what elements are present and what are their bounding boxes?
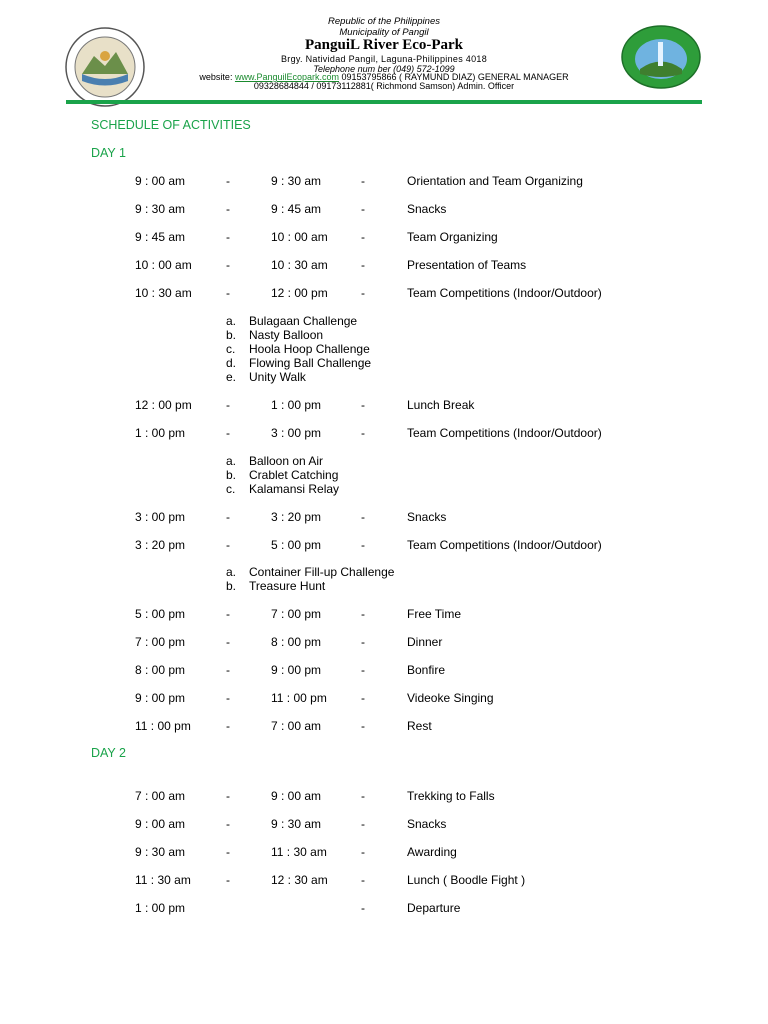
day1-label: DAY 1 [91, 146, 126, 160]
header-divider [66, 100, 702, 104]
start-time: 5 : 00 pm [135, 607, 186, 621]
start-time: 3 : 00 pm [135, 510, 186, 524]
separator: - [226, 635, 230, 649]
activity: Departure [407, 901, 461, 915]
separator: - [361, 426, 365, 440]
game-letter: a. [226, 314, 237, 328]
separator: - [361, 873, 365, 887]
separator: - [361, 538, 365, 552]
game-letter: a. [226, 454, 237, 468]
game-item [0, 579, 768, 593]
day2-label: DAY 2 [91, 746, 126, 760]
separator: - [226, 817, 230, 831]
header-republic: Republic of the Philippines [328, 16, 440, 27]
end-time: 9 : 45 am [271, 202, 322, 216]
end-time: 8 : 00 pm [271, 635, 322, 649]
activity: Bonfire [407, 663, 446, 677]
activity: Dinner [407, 635, 443, 649]
schedule-row [0, 719, 768, 735]
game-letter: c. [226, 342, 236, 356]
separator: - [226, 174, 230, 188]
start-time: 12 : 00 pm [135, 398, 192, 412]
start-time: 9 : 00 am [135, 174, 186, 188]
schedule-row [0, 286, 768, 302]
header-title: PanguiL River Eco-Park [304, 37, 464, 53]
separator: - [361, 174, 365, 188]
start-time: 1 : 00 pm [135, 901, 186, 915]
end-time: 3 : 20 pm [271, 510, 322, 524]
game-name: Balloon on Air [249, 454, 324, 468]
separator: - [226, 845, 230, 859]
start-time: 8 : 00 pm [135, 663, 186, 677]
game-item [0, 454, 768, 468]
game-item [0, 356, 768, 370]
end-time: 9 : 00 am [271, 789, 322, 803]
separator: - [226, 663, 230, 677]
activity: Trekking to Falls [407, 789, 495, 803]
end-time: 9 : 30 am [271, 817, 322, 831]
game-letter: c. [226, 482, 236, 496]
schedule-row [0, 426, 768, 442]
separator: - [226, 873, 230, 887]
separator: - [361, 901, 365, 915]
separator: - [226, 719, 230, 733]
activity: Lunch ( Boodle Fight ) [407, 873, 526, 887]
separator: - [361, 845, 365, 859]
letterhead [0, 0, 768, 110]
activity: Team Competitions (Indoor/Outdoor) [407, 538, 602, 552]
game-name: Flowing Ball Challenge [249, 356, 372, 370]
activity: Lunch Break [407, 398, 475, 412]
activity: Presentation of Teams [407, 258, 527, 272]
end-time: 7 : 00 am [271, 719, 322, 733]
game-item [0, 482, 768, 496]
start-time: 3 : 20 pm [135, 538, 186, 552]
end-time: 1 : 00 pm [271, 398, 322, 412]
header-address: Brgy. Natividad Pangil, Laguna-Philippines 4018 [280, 54, 488, 64]
game-item [0, 328, 768, 342]
game-letter: b. [226, 579, 237, 593]
end-time: 7 : 00 pm [271, 607, 322, 621]
activity: Free Time [407, 607, 462, 621]
activity: Team Competitions (Indoor/Outdoor) [407, 426, 602, 440]
municipal-seal-icon [64, 26, 146, 108]
start-time: 9 : 00 pm [135, 691, 186, 705]
game-item [0, 370, 768, 384]
game-letter: d. [226, 356, 237, 370]
game-name: Hoola Hoop Challenge [249, 342, 370, 356]
website-contact: 09153795866 ( RAYMUND DIAZ) GENERAL MANAGER [339, 72, 569, 82]
schedule-row [0, 789, 768, 805]
start-time: 10 : 30 am [135, 286, 192, 300]
activity: Team Competitions (Indoor/Outdoor) [407, 286, 602, 300]
start-time: 1 : 00 pm [135, 426, 186, 440]
schedule-title: SCHEDULE OF ACTIVITIES [91, 118, 251, 132]
separator: - [361, 230, 365, 244]
schedule-row [0, 398, 768, 414]
game-name: Nasty Balloon [249, 328, 324, 342]
end-time: 12 : 30 am [271, 873, 328, 887]
header-telephone: Telephone num ber (049) 572-1099 [313, 64, 455, 74]
activity: Snacks [407, 510, 447, 524]
separator: - [226, 510, 230, 524]
separator: - [361, 719, 365, 733]
separator: - [361, 607, 365, 621]
separator: - [226, 258, 230, 272]
schedule-row [0, 510, 768, 526]
start-time: 11 : 30 am [135, 873, 191, 887]
end-time: 11 : 00 pm [271, 691, 327, 705]
end-time: 9 : 30 am [271, 174, 322, 188]
separator: - [226, 538, 230, 552]
game-letter: b. [226, 328, 237, 342]
schedule-row [0, 174, 768, 190]
schedule-row [0, 901, 768, 917]
end-time: 10 : 00 am [271, 230, 328, 244]
game-item [0, 342, 768, 356]
schedule-row [0, 691, 768, 707]
header-phones: 09328684844 / 09173112881( Richmond Samson) Admin. Officer [253, 81, 515, 91]
start-time: 7 : 00 am [135, 789, 186, 803]
separator: - [361, 789, 365, 803]
activity: Snacks [407, 202, 447, 216]
website-label: website: [199, 72, 235, 82]
separator: - [226, 398, 230, 412]
separator: - [361, 510, 365, 524]
schedule-row [0, 817, 768, 833]
end-time: 9 : 00 pm [271, 663, 322, 677]
activity: Orientation and Team Organizing [407, 174, 583, 188]
activity: Team Organizing [407, 230, 498, 244]
separator: - [226, 230, 230, 244]
game-name: Unity Walk [249, 370, 306, 384]
activity: Awarding [407, 845, 457, 859]
game-item [0, 314, 768, 328]
end-time: 11 : 30 am [271, 845, 327, 859]
end-time: 3 : 00 pm [271, 426, 322, 440]
separator: - [226, 286, 230, 300]
start-time: 9 : 30 am [135, 845, 186, 859]
separator: - [361, 398, 365, 412]
separator: - [226, 691, 230, 705]
game-letter: a. [226, 565, 237, 579]
game-item [0, 565, 768, 579]
start-time: 11 : 00 pm [135, 719, 191, 733]
game-name: Crablet Catching [249, 468, 339, 482]
separator: - [226, 202, 230, 216]
eco-park-logo-icon [620, 24, 702, 90]
separator: - [226, 789, 230, 803]
schedule-row [0, 873, 768, 889]
activity: Snacks [407, 817, 447, 831]
schedule-row [0, 845, 768, 861]
schedule-row [0, 202, 768, 218]
header-municipality: Municipality of Pangil [339, 27, 429, 38]
separator: - [226, 607, 230, 621]
separator: - [361, 663, 365, 677]
separator: - [361, 258, 365, 272]
activity: Videoke Singing [407, 691, 494, 705]
game-name: Bulagaan Challenge [249, 314, 358, 328]
activity: Rest [407, 719, 432, 733]
end-time: 10 : 30 am [271, 258, 328, 272]
game-letter: b. [226, 468, 237, 482]
schedule-row [0, 258, 768, 274]
start-time: 9 : 00 am [135, 817, 186, 831]
separator: - [361, 286, 365, 300]
schedule-row [0, 635, 768, 651]
start-time: 10 : 00 am [135, 258, 192, 272]
end-time: 12 : 00 pm [271, 286, 328, 300]
separator: - [361, 691, 365, 705]
schedule-row [0, 663, 768, 679]
schedule-row [0, 538, 768, 554]
end-time: 5 : 00 pm [271, 538, 322, 552]
game-name: Kalamansi Relay [249, 482, 340, 496]
game-letter: e. [226, 370, 237, 384]
separator: - [361, 635, 365, 649]
separator: - [361, 817, 365, 831]
separator: - [361, 202, 365, 216]
separator: - [226, 426, 230, 440]
start-time: 9 : 30 am [135, 202, 186, 216]
schedule-row [0, 230, 768, 246]
game-name: Container Fill-up Challenge [249, 565, 395, 579]
website-link[interactable]: www.PanguilEcopark.com [234, 72, 339, 82]
start-time: 7 : 00 pm [135, 635, 186, 649]
game-item [0, 468, 768, 482]
start-time: 9 : 45 am [135, 230, 186, 244]
game-name: Treasure Hunt [249, 579, 326, 593]
schedule-row [0, 607, 768, 623]
